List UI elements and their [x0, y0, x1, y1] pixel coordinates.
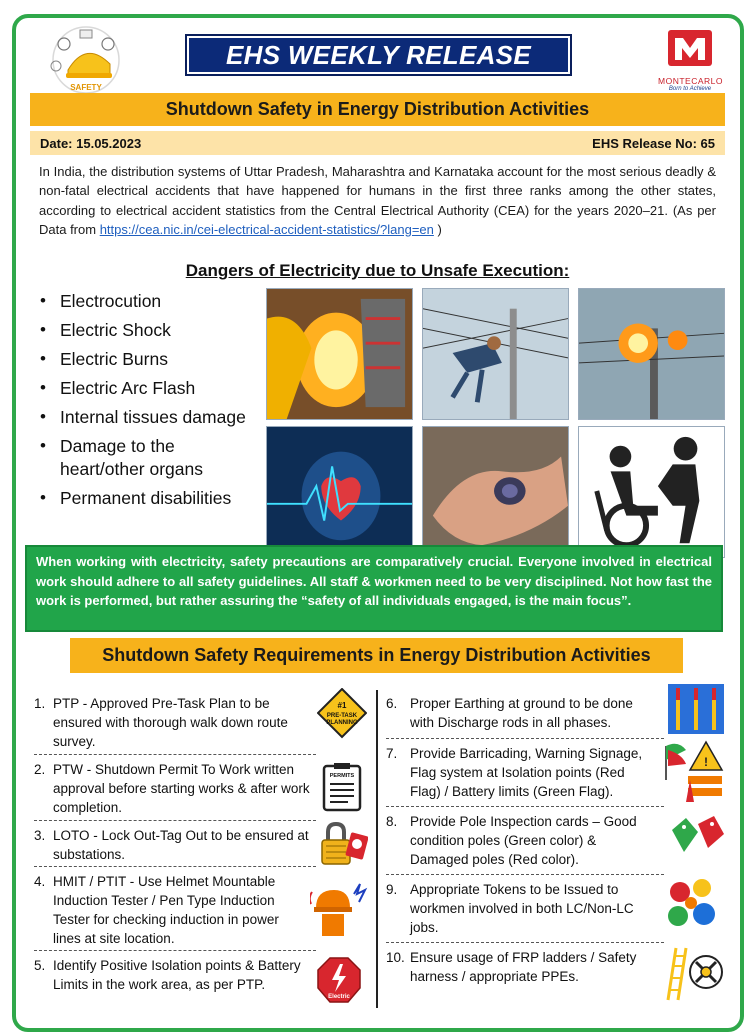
- cea-statistics-link[interactable]: https://cea.nic.in/cei-electrical-accident-statistics/?lang=en: [99, 221, 434, 237]
- requirement-text: LOTO - Lock Out-Tag Out to be ensured at substations.: [53, 828, 309, 862]
- requirement-text: PTW - Shutdown Permit To Work written approval before starting works & after work completion.: [53, 762, 310, 815]
- list-item: • Electrocution: [40, 290, 260, 313]
- requirement-number: 8.: [386, 814, 398, 829]
- pre-task-planning-icon: [317, 688, 367, 745]
- list-item: • Electric Shock: [40, 319, 260, 342]
- svg-text:!: !: [704, 755, 708, 769]
- list-item: • Permanent disabilities: [40, 487, 260, 510]
- list-item: • Damage to the heart/other organs: [40, 435, 260, 480]
- ladder-harness-icon: [664, 946, 724, 1007]
- requirement-text: Provide Pole Inspection cards – Good condition poles (Green color) & Damaged poles (Red color).: [410, 814, 637, 867]
- divider: [386, 874, 664, 875]
- requirement-text: PTP - Approved Pre-Task Plan to be ensured with thorough walk down route survey.: [53, 696, 288, 749]
- requirement-item-1: [34, 694, 292, 751]
- requirements-heading: Shutdown Safety Requirements in Energy Distribution Activities: [102, 645, 651, 665]
- lockout-tag-icon: [318, 822, 368, 871]
- topic-banner: [30, 93, 725, 126]
- list-item: • Electric Arc Flash: [40, 377, 260, 400]
- dangers-list: [40, 290, 260, 516]
- montecarlo-tagline: Born to Achieve: [668, 86, 712, 92]
- requirement-item-8: [386, 812, 658, 869]
- requirement-text: Appropriate Tokens to be Issued to workmen involved in both LC/Non-LC jobs.: [410, 882, 634, 935]
- safety-logo: [38, 24, 134, 102]
- requirement-text: Identify Positive Isolation points & Battery Limits in the work area, as per PTP.: [53, 958, 301, 992]
- discharge-rods-icon: [668, 684, 724, 739]
- requirement-item-10: [386, 948, 658, 986]
- requirement-text: Provide Barricading, Warning Signage, Flag system at Isolation points (Red Flag) / Battery limits (Green Flag).: [410, 746, 643, 799]
- montecarlo-logo: [658, 28, 722, 96]
- release-title-box: [185, 34, 572, 76]
- ptp-icon-line2: PRE-TASK: [326, 713, 358, 719]
- heart-ekg-photo: [266, 426, 413, 558]
- divider: [386, 738, 664, 739]
- intro-paragraph: [39, 162, 716, 239]
- requirement-number: 1.: [34, 696, 46, 711]
- divider: [34, 820, 316, 821]
- wheelchair-icon: [578, 426, 725, 558]
- intro-suffix: ): [433, 221, 442, 237]
- list-item: • Internal tissues damage: [40, 406, 260, 429]
- divider: [34, 950, 316, 951]
- requirement-number: 9.: [386, 882, 398, 897]
- requirement-number: 5.: [34, 958, 46, 973]
- requirement-number: 4.: [34, 874, 46, 889]
- electric-stop-sign-icon: [316, 956, 362, 1009]
- requirement-item-7: [386, 744, 658, 801]
- electric-icon-label: Electric: [328, 994, 350, 1000]
- barricade-flag-icon: [664, 740, 724, 809]
- montecarlo-brand: MONTECARLO: [658, 76, 723, 86]
- divider: [386, 942, 664, 943]
- helmet-tester-icon: [310, 878, 370, 945]
- date-bar: [30, 131, 725, 155]
- dangers-heading: Dangers of Electricity due to Unsafe Execution:: [185, 261, 570, 280]
- requirement-number: 7.: [386, 746, 398, 761]
- intro-text: In India, the distribution systems of Uttar Pradesh, Maharashtra and Karnataka account for the most serious deadly & non-fatal electrical accidents that have happened for humans in the first three ranks among the other states, according to electrical accident statistics from the Central Electrical Authority (CEA) for the years 2020–21. (As per Data from: [39, 164, 716, 237]
- requirement-item-6: [386, 694, 658, 732]
- release-number: EHS Release No: 65: [592, 135, 715, 151]
- topic-banner-title: Shutdown Safety in Energy Distribution Activities: [165, 99, 590, 119]
- transformer-fire-photo: [578, 288, 725, 420]
- ptp-icon-line1: #1: [337, 701, 347, 710]
- divider: [386, 806, 664, 807]
- requirement-text: Proper Earthing at ground to be done with Discharge rods in all phases.: [410, 696, 633, 730]
- requirement-text: HMIT / PTIT - Use Helmet Mountable Induction Tester / Pen Type Induction Tester for checking induction in power lines at site location.: [53, 874, 279, 946]
- requirement-number: 3.: [34, 828, 46, 843]
- release-date: Date: 15.05.2023: [40, 135, 142, 151]
- requirement-item-4: [34, 872, 306, 948]
- safety-notice: When working with electricity, safety precautions are comparatively crucial. Everyone involved in electrical work should adhere to all safety guidelines. All staff & workmen need to be very disciplined. Not how fast the work is performed, but rather assuring the “safety of all individuals engaged, is the main focus”.: [25, 545, 723, 632]
- column-divider: [376, 690, 378, 1008]
- inspection-tags-icon: [668, 812, 726, 867]
- requirement-item-9: [386, 880, 658, 937]
- requirement-item-5: [34, 956, 314, 994]
- divider: [34, 866, 316, 867]
- permit-icon-label: PERMITS: [329, 773, 355, 779]
- tokens-icon: [666, 878, 720, 937]
- requirement-number: 10.: [386, 950, 405, 965]
- safety-logo-text: SAFETY: [70, 83, 102, 92]
- electrical-fire-photo: [266, 288, 413, 420]
- requirement-number: 2.: [34, 762, 46, 777]
- requirement-number: 6.: [386, 696, 398, 711]
- requirement-text: Ensure usage of FRP ladders / Safety harness / appropriate PPEs.: [410, 950, 637, 984]
- pole-accident-photo: [422, 288, 569, 420]
- burned-hand-photo: [422, 426, 569, 558]
- permit-clipboard-icon: [322, 762, 362, 817]
- list-item: • Electric Burns: [40, 348, 260, 371]
- requirement-item-2: [34, 760, 314, 817]
- requirements-banner: [70, 638, 683, 673]
- release-title: EHS WEEKLY RELEASE: [226, 39, 531, 70]
- requirement-item-3: [34, 826, 314, 864]
- ptp-icon-line3: PLANNING: [326, 720, 358, 726]
- divider: [34, 754, 316, 755]
